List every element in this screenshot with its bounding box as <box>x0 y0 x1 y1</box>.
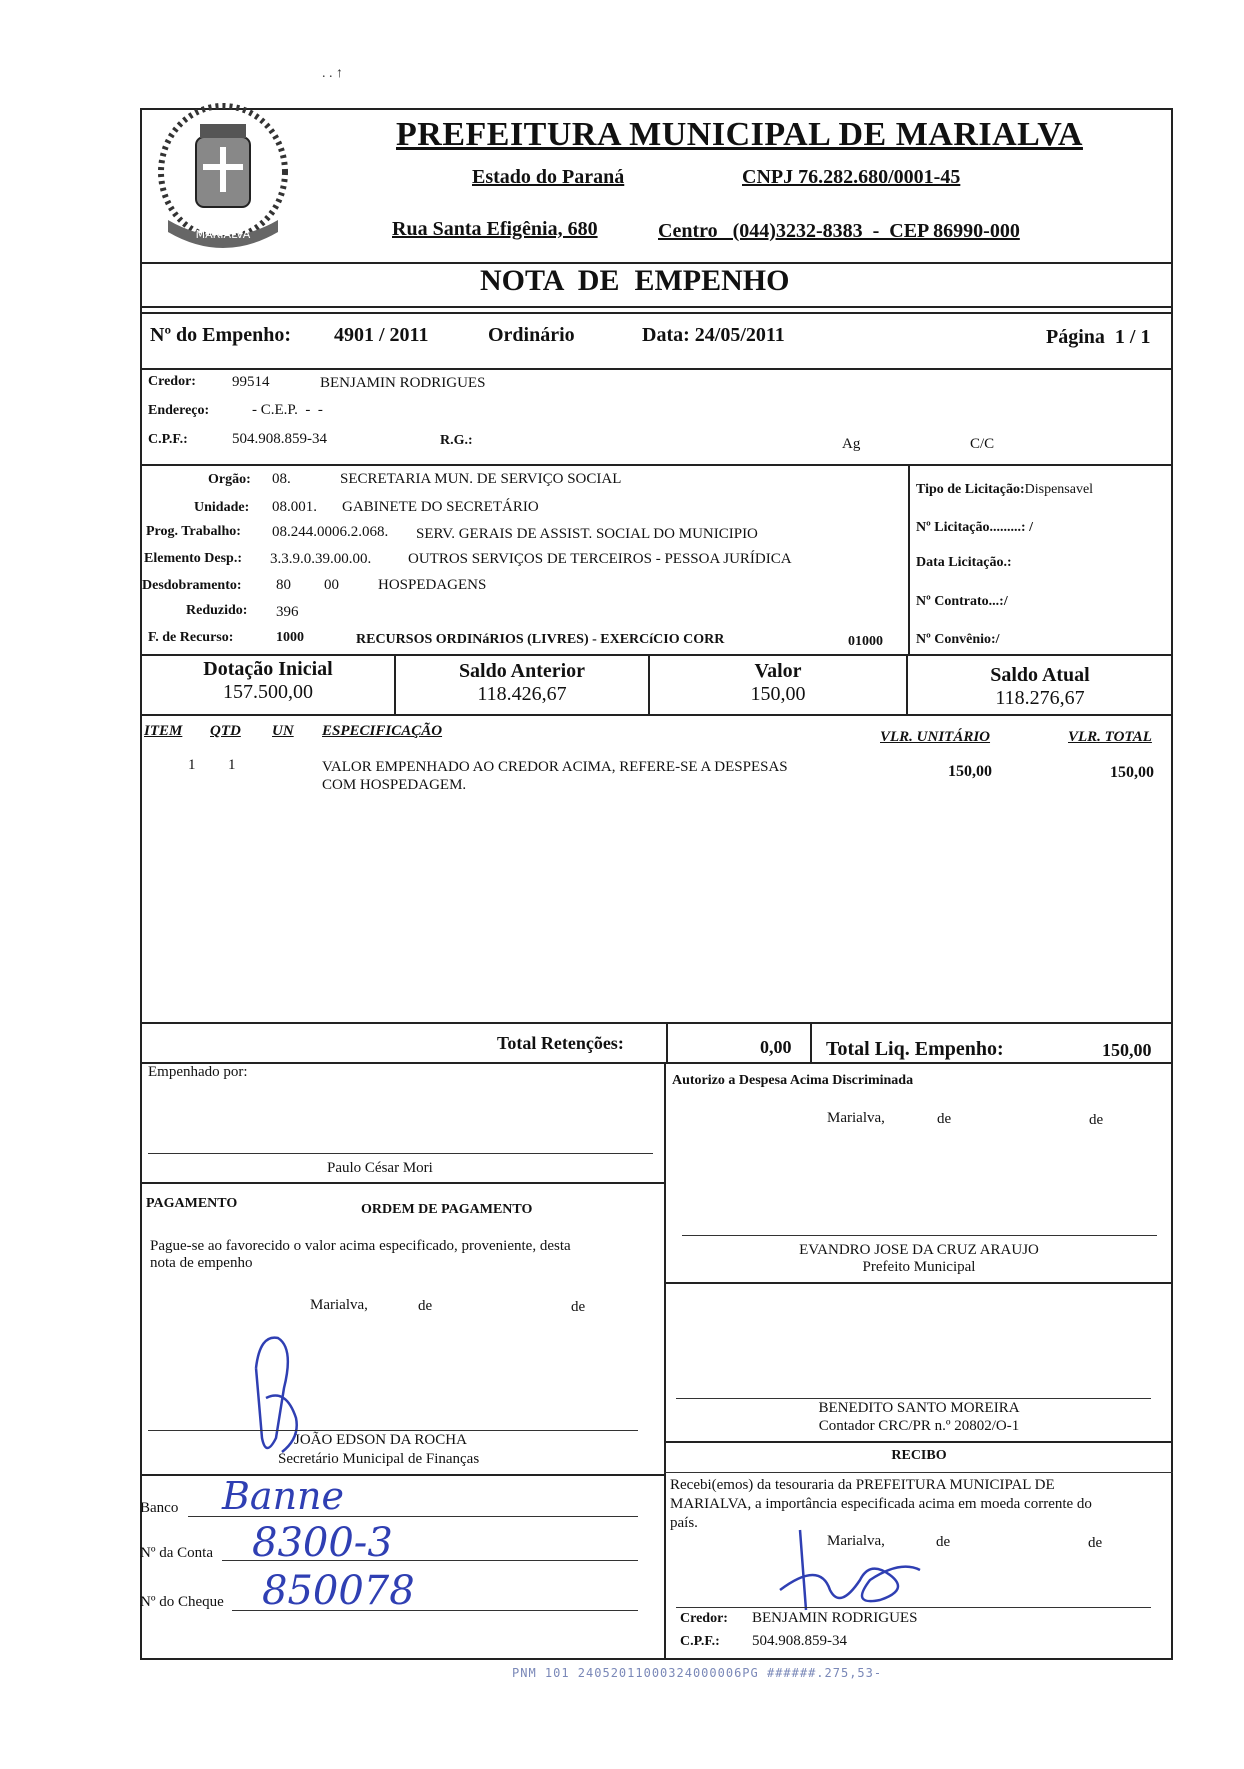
orgao-code: 08. <box>272 471 291 487</box>
dotacao-value: 157.500,00 <box>223 681 313 703</box>
recibo-credor-label: Credor: <box>680 1611 728 1626</box>
recibo-cpf-value: 504.908.859-34 <box>752 1633 847 1649</box>
empenho-number: 4901 / 2011 <box>334 324 429 346</box>
empenho-date: Data: 24/05/2011 <box>642 324 785 346</box>
fonte-code: 1000 <box>276 630 304 645</box>
coat-of-arms-logo <box>148 102 298 262</box>
fonte-label: F. de Recurso: <box>148 630 234 645</box>
desdobramento-code2: 00 <box>324 577 339 593</box>
conta-value: 8300-3 <box>252 1520 393 1566</box>
document-title: NOTA DE EMPENHO <box>480 264 790 297</box>
desdobramento-desc: HOSPEDAGENS <box>378 577 487 593</box>
secretario-name: JOÃO EDSON DA ROCHA <box>294 1432 467 1448</box>
item-especificacao-2: COM HOSPEDAGEM. <box>322 777 467 793</box>
contador-role: Contador CRC/PR n.º 20802/O-1 <box>818 1418 1020 1434</box>
tipo-licitacao: Tipo de Licitação:Dispensavel <box>916 482 1094 497</box>
reduzido-value: 396 <box>276 604 299 620</box>
dotacao-label: Dotação Inicial <box>203 658 333 680</box>
credor-name: BENJAMIN RODRIGUES <box>320 375 486 391</box>
saldo-atual-cell <box>908 664 1172 710</box>
unidade-desc: GABINETE DO SECRETÁRIO <box>342 499 539 515</box>
pagamento-label: PAGAMENTO <box>146 1196 238 1211</box>
autorizo-label: Autorizo a Despesa Acima Discriminada <box>672 1073 914 1088</box>
ag-label: Ag <box>842 436 861 452</box>
cheque-value: 850078 <box>262 1568 415 1614</box>
retencoes-value: 0,00 <box>760 1037 792 1057</box>
valor-value: 150,00 <box>750 683 806 705</box>
liquido-label: Total Liq. Empenho: <box>826 1038 1004 1060</box>
retencoes-label: Total Retenções: <box>497 1033 624 1053</box>
autorizo-de2: de <box>1089 1112 1104 1128</box>
pagamento-de1: de <box>418 1298 433 1314</box>
recibo-city: Marialva, <box>827 1533 885 1549</box>
col-valor-unitario: VLR. UNITÁRIO <box>880 729 991 745</box>
liquido-value: 150,00 <box>1102 1040 1152 1060</box>
saldo-anterior-label: Saldo Anterior <box>458 660 586 682</box>
item-valor-unitario: 150,00 <box>948 763 992 780</box>
unidade-label: Unidade: <box>194 500 250 515</box>
prog-desc: SERV. GERAIS DE ASSIST. SOCIAL DO MUNICIPIO <box>416 526 758 542</box>
state-label: Estado do Paraná <box>472 166 625 188</box>
autorizo-city: Marialva, <box>827 1110 885 1126</box>
recibo-de2: de <box>1088 1535 1103 1551</box>
recibo-title: RECIBO <box>891 1448 947 1463</box>
valor-cell <box>650 660 906 706</box>
saldo-anterior-value: 118.426,67 <box>477 683 567 705</box>
prog-label: Prog. Trabalho: <box>146 524 241 539</box>
col-item: ITEM <box>144 723 183 739</box>
prefeito-role: Prefeito Municipal <box>862 1259 976 1275</box>
credor-signature <box>760 1520 940 1620</box>
recibo-text-1: Recebi(emos) da tesouraria da PREFEITURA MUNICIPAL DE <box>670 1477 1055 1493</box>
empenhado-label: Empenhado por: <box>148 1064 248 1080</box>
item-especificacao-1: VALOR EMPENHADO AO CREDOR ACIMA, REFERE-SE A DESPESAS <box>322 759 788 775</box>
address-street: Rua Santa Efigênia, 680 <box>392 218 598 240</box>
fonte-code2: 01000 <box>848 634 883 649</box>
banco-value: Banne <box>222 1474 345 1518</box>
cc-label: C/C <box>970 436 995 452</box>
data-licitacao: Data Licitação.: <box>916 555 1012 570</box>
cnpj-label: CNPJ 76.282.680/0001-45 <box>742 166 961 188</box>
elemento-code: 3.3.9.0.39.00.00. <box>270 551 372 567</box>
col-un: UN <box>272 723 294 739</box>
unidade-code: 08.001. <box>272 499 317 515</box>
prog-code: 08.244.0006.2.068. <box>272 524 389 540</box>
contador-name: BENEDITO SANTO MOREIRA <box>818 1400 1020 1416</box>
item-number: 1 <box>188 757 196 773</box>
numero-contrato: Nº Contrato...:/ <box>916 594 1008 609</box>
col-qtd: QTD <box>210 723 241 739</box>
elemento-label: Elemento Desp.: <box>144 551 242 566</box>
prefeito-name: EVANDRO JOSE DA CRUZ ARAUJO <box>799 1242 1039 1258</box>
recibo-text-3: país. <box>670 1515 698 1531</box>
recibo-credor-value: BENJAMIN RODRIGUES <box>752 1610 918 1626</box>
autorizo-de1: de <box>937 1111 952 1127</box>
conta-label: Nº da Conta <box>140 1545 213 1561</box>
endereco-label: Endereço: <box>148 403 210 418</box>
pagamento-de2: de <box>571 1299 586 1315</box>
recibo-cpf-label: C.P.F.: <box>680 1634 720 1649</box>
cpf-label: C.P.F.: <box>148 432 188 447</box>
cpf-value: 504.908.859-34 <box>232 431 327 447</box>
empenhado-signer: Paulo César Mori <box>327 1160 433 1176</box>
credor-code: 99514 <box>232 374 270 390</box>
recibo-text-2: MARIALVA, a importância especificada acima em moeda corrente do <box>670 1496 1092 1512</box>
item-qtd: 1 <box>228 757 236 773</box>
page-title: PREFEITURA MUNICIPAL DE MARIALVA <box>396 116 1083 153</box>
elemento-desc: OUTROS SERVIÇOS DE TERCEIROS - PESSOA JURÍDICA <box>408 551 792 567</box>
item-valor-total: 150,00 <box>1110 764 1154 781</box>
banco-label: Banco <box>140 1500 179 1516</box>
saldo-anterior-cell <box>396 660 648 706</box>
endereco-value: - C.E.P. - - <box>252 402 323 418</box>
ordem-pagamento-label: ORDEM DE PAGAMENTO <box>361 1202 533 1217</box>
desdobramento-label: Desdobramento: <box>142 578 242 593</box>
fonte-desc: RECURSOS ORDINáRIOS (LIVRES) - EXERCíCIO CORR <box>356 632 725 647</box>
reduzido-label: Reduzido: <box>186 603 248 618</box>
valor-label: Valor <box>754 660 802 682</box>
empenho-label: Nº do Empenho: <box>150 324 292 346</box>
logo-text: MARIALVA <box>195 228 251 241</box>
col-valor-total: VLR. TOTAL <box>1068 729 1152 745</box>
secretario-role: Secretário Municipal de Finanças <box>278 1451 480 1467</box>
credor-label: Credor: <box>148 374 196 389</box>
dotacao-cell <box>142 658 394 704</box>
pagamento-text-1: Pague-se ao favorecido o valor acima especificado, proveniente, desta <box>150 1238 571 1254</box>
footer-code: PNM 101 24052011000324000006PG ######.275,53- <box>512 1666 883 1680</box>
rg-label: R.G.: <box>440 433 473 448</box>
pagamento-text-2: nota de empenho <box>150 1255 253 1271</box>
numero-convenio: Nº Convênio:/ <box>916 632 1000 647</box>
page-number: Página 1 / 1 <box>1046 326 1151 348</box>
saldo-atual-label: Saldo Atual <box>990 664 1090 686</box>
empenho-type: Ordinário <box>488 324 575 346</box>
scan-mark: . . ↑ <box>322 66 343 81</box>
pagamento-city: Marialva, <box>310 1297 368 1313</box>
cheque-label: Nº do Cheque <box>140 1594 224 1610</box>
numero-licitacao: Nº Licitação.........: / <box>916 520 1033 535</box>
orgao-desc: SECRETARIA MUN. DE SERVIÇO SOCIAL <box>340 471 622 487</box>
orgao-label: Orgão: <box>208 472 251 487</box>
recibo-de1: de <box>936 1534 951 1550</box>
saldo-atual-value: 118.276,67 <box>995 687 1085 709</box>
col-especificacao: ESPECIFICAÇÃO <box>322 723 443 739</box>
address-rest: Centro (044)3232-8383 - CEP 86990-000 <box>658 220 1020 242</box>
desdobramento-code1: 80 <box>276 577 291 593</box>
